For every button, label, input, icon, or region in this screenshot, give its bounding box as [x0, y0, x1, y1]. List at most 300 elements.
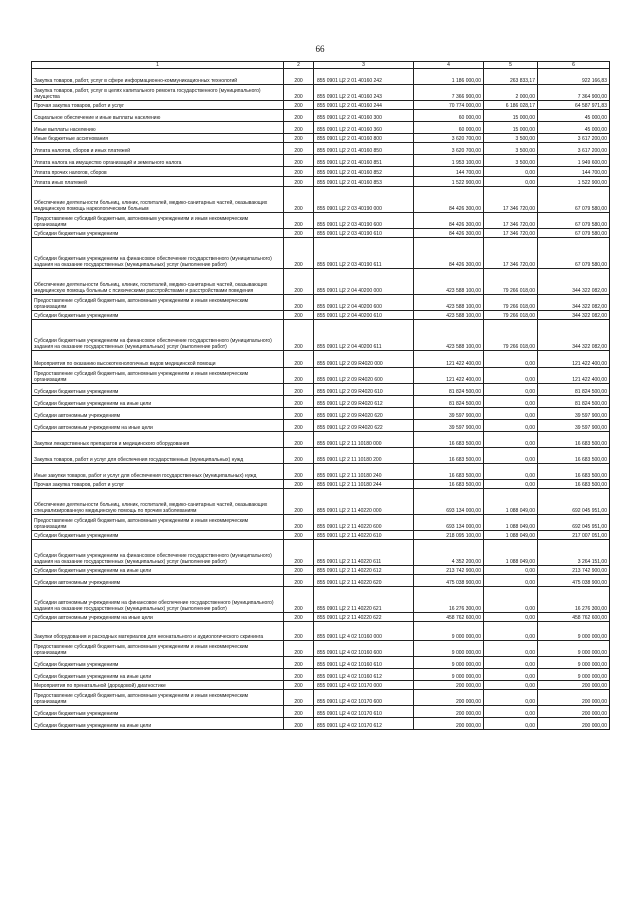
row-code-cell: 200 [284, 540, 314, 566]
row-exec-cell: 0,00 [484, 368, 538, 384]
row-kbk-cell: 855 0901 Ц2 2 01 40160 300 [314, 110, 414, 122]
row-exec-cell: 263 833,17 [484, 69, 538, 85]
table-row [32, 448, 610, 464]
row-name-cell: Закупки оборудования и расходных материалов для неонатального и аудиологического скрининга [32, 622, 284, 641]
table-row [32, 540, 610, 566]
row-name-cell: Субсидии бюджетным учреждениям [32, 706, 284, 718]
row-kbk-cell: 855 0901 Ц2 2 11 10180 244 [314, 480, 414, 489]
row-plan-cell: 693 134 000,00 [414, 515, 484, 531]
table-row [32, 681, 610, 690]
row-exec-cell: 79 266 018,00 [484, 269, 538, 295]
row-kbk-cell: 855 0901 Ц2 2 09 R4020 600 [314, 368, 414, 384]
row-rest-cell: 81 824 500,00 [538, 396, 610, 408]
row-code-cell: 200 [284, 155, 314, 167]
table-row [32, 613, 610, 622]
row-kbk-cell: 855 0901 Ц2 2 01 40160 852 [314, 167, 414, 177]
row-code-cell: 200 [284, 706, 314, 718]
row-kbk-cell: 855 0901 Ц2 2 09 R4020 612 [314, 396, 414, 408]
row-rest-cell: 45 000,00 [538, 122, 610, 134]
row-code-cell: 200 [284, 420, 314, 432]
row-name-cell: Предоставление субсидий бюджетным, автономным учреждениям и иным некоммерческим организациям [32, 295, 284, 311]
row-kbk-cell: 855 0901 Ц2 2 01 40160 360 [314, 122, 414, 134]
row-kbk-cell: 855 0901 Ц2 2 11 10180 000 [314, 432, 414, 448]
row-exec-cell: 0,00 [484, 432, 538, 448]
row-exec-cell: 17 346 720,00 [484, 213, 538, 229]
row-kbk-cell: 855 0901 Ц2 2 04 40200 000 [314, 269, 414, 295]
row-code-cell: 200 [284, 448, 314, 464]
row-rest-cell: 475 038 900,00 [538, 575, 610, 587]
row-kbk-cell: 855 0901 Ц2 2 01 40160 800 [314, 134, 414, 143]
row-name-cell: Прочая закупка товаров, работ и услуг [32, 101, 284, 110]
row-exec-cell: 0,00 [484, 622, 538, 641]
row-code-cell: 200 [284, 641, 314, 657]
row-rest-cell: 3 617 200,00 [538, 143, 610, 155]
row-plan-cell: 9 000 000,00 [414, 622, 484, 641]
row-plan-cell: 81 824 500,00 [414, 384, 484, 396]
column-header: 3 [314, 62, 414, 69]
row-code-cell: 200 [284, 464, 314, 480]
row-plan-cell: 693 134 000,00 [414, 489, 484, 515]
table-row [32, 566, 610, 575]
table-row [32, 420, 610, 432]
row-plan-cell: 84 426 300,00 [414, 229, 484, 238]
row-code-cell: 200 [284, 143, 314, 155]
row-exec-cell: 3 500,00 [484, 155, 538, 167]
row-rest-cell: 9 000 000,00 [538, 669, 610, 681]
row-exec-cell: 15 000,00 [484, 110, 538, 122]
row-name-cell: Субсидии бюджетным учреждениям на иные цели [32, 396, 284, 408]
row-exec-cell: 1 088 049,00 [484, 489, 538, 515]
row-exec-cell: 0,00 [484, 681, 538, 690]
row-exec-cell: 0,00 [484, 167, 538, 177]
row-plan-cell: 423 588 100,00 [414, 311, 484, 320]
row-plan-cell: 200 000,00 [414, 690, 484, 706]
table-row [32, 718, 610, 730]
row-rest-cell: 9 000 000,00 [538, 622, 610, 641]
row-kbk-cell: 855 0901 Ц2 2 09 R4020 610 [314, 384, 414, 396]
row-exec-cell: 0,00 [484, 384, 538, 396]
row-kbk-cell: 855 0901 Ц2 2 01 40160 853 [314, 177, 414, 187]
row-rest-cell: 344 322 082,00 [538, 269, 610, 295]
row-name-cell: Уплата иных платежей [32, 177, 284, 187]
table-row [32, 122, 610, 134]
row-code-cell: 200 [284, 320, 314, 351]
row-code-cell: 200 [284, 134, 314, 143]
table-row [32, 101, 610, 110]
row-rest-cell: 922 166,83 [538, 69, 610, 85]
row-code-cell: 200 [284, 110, 314, 122]
row-rest-cell: 9 000 000,00 [538, 641, 610, 657]
row-exec-cell: 17 346 720,00 [484, 238, 538, 269]
row-code-cell: 200 [284, 718, 314, 730]
row-rest-cell: 3 264 151,00 [538, 540, 610, 566]
table-row [32, 187, 610, 213]
table-row [32, 396, 610, 408]
row-name-cell: Предоставление субсидий бюджетным, автономным учреждениям и иным некоммерческим организациям [32, 515, 284, 531]
row-rest-cell: 39 597 900,00 [538, 408, 610, 420]
row-exec-cell: 0,00 [484, 641, 538, 657]
row-exec-cell: 0,00 [484, 575, 538, 587]
table-row [32, 110, 610, 122]
row-exec-cell: 0,00 [484, 464, 538, 480]
row-kbk-cell: 855 0901 Ц2 2 03 40190 000 [314, 187, 414, 213]
table-row [32, 690, 610, 706]
row-code-cell: 200 [284, 269, 314, 295]
row-exec-cell: 79 266 018,00 [484, 320, 538, 351]
row-exec-cell: 0,00 [484, 408, 538, 420]
row-name-cell: Уплата налога на имущество организаций и земельного налога [32, 155, 284, 167]
row-code-cell: 200 [284, 69, 314, 85]
table-row [32, 480, 610, 489]
row-code-cell: 200 [284, 85, 314, 101]
row-rest-cell: 67 079 580,00 [538, 238, 610, 269]
column-header: 1 [32, 62, 284, 69]
row-code-cell: 200 [284, 351, 314, 368]
column-header: 5 [484, 62, 538, 69]
row-name-cell: Иные закупки товаров, работ и услуг для обеспечения государственных (муниципальных) нужд [32, 464, 284, 480]
row-name-cell: Предоставление субсидий бюджетным, автономным учреждениям и иным некоммерческим организациям [32, 368, 284, 384]
row-plan-cell: 121 422 400,00 [414, 351, 484, 368]
row-rest-cell: 16 276 300,00 [538, 587, 610, 613]
row-name-cell: Мероприятия по оказанию высокотехнологичных видов медицинской помощи [32, 351, 284, 368]
row-rest-cell: 200 000,00 [538, 690, 610, 706]
row-kbk-cell: 855 0901 Ц2 4 02 10170 000 [314, 681, 414, 690]
row-kbk-cell: 855 0901 Ц2 2 11 10180 200 [314, 448, 414, 464]
row-rest-cell: 200 000,00 [538, 706, 610, 718]
table-row [32, 69, 610, 85]
row-plan-cell: 16 683 500,00 [414, 432, 484, 448]
row-plan-cell: 213 742 900,00 [414, 566, 484, 575]
row-exec-cell: 0,00 [484, 480, 538, 489]
row-kbk-cell: 855 0901 Ц2 2 01 40160 243 [314, 85, 414, 101]
row-code-cell: 200 [284, 229, 314, 238]
table-row [32, 213, 610, 229]
table-row [32, 85, 610, 101]
row-exec-cell: 1 088 049,00 [484, 515, 538, 531]
row-exec-cell: 3 500,00 [484, 143, 538, 155]
row-name-cell: Субсидии бюджетным учреждениям [32, 657, 284, 669]
row-code-cell: 200 [284, 384, 314, 396]
table-row [32, 143, 610, 155]
table-row [32, 134, 610, 143]
row-plan-cell: 70 774 000,00 [414, 101, 484, 110]
row-rest-cell: 67 079 580,00 [538, 213, 610, 229]
row-kbk-cell: 855 0901 Ц2 2 11 40220 600 [314, 515, 414, 531]
row-name-cell: Субсидии автономным учреждениям на иные цели [32, 613, 284, 622]
row-name-cell: Субсидии автономным учреждениям на финансовое обеспечение государственного (муниципального) задания на оказание государственных (муниципальных) услуг (выполнение работ) [32, 587, 284, 613]
row-exec-cell: 79 266 018,00 [484, 295, 538, 311]
table-row [32, 167, 610, 177]
row-plan-cell: 423 588 100,00 [414, 320, 484, 351]
row-exec-cell: 1 088 049,00 [484, 531, 538, 540]
row-name-cell: Закупка товаров, работ, услуг в целях капитального ремонта государственного (муниципального) имущества [32, 85, 284, 101]
row-name-cell: Субсидии бюджетным учреждениям на иные цели [32, 669, 284, 681]
table-row [32, 368, 610, 384]
row-plan-cell: 121 422 400,00 [414, 368, 484, 384]
table-row [32, 408, 610, 420]
row-code-cell: 200 [284, 101, 314, 110]
row-kbk-cell: 855 0901 Ц2 4 02 10170 600 [314, 690, 414, 706]
row-code-cell: 200 [284, 622, 314, 641]
row-rest-cell: 7 364 900,00 [538, 85, 610, 101]
page-number: 66 [315, 44, 325, 54]
row-kbk-cell: 855 0901 Ц2 2 11 40220 622 [314, 613, 414, 622]
row-rest-cell: 692 045 951,00 [538, 489, 610, 515]
row-code-cell: 200 [284, 368, 314, 384]
row-rest-cell: 1 949 600,00 [538, 155, 610, 167]
row-name-cell: Субсидии бюджетным учреждениям [32, 311, 284, 320]
row-code-cell: 200 [284, 122, 314, 134]
table-row [32, 155, 610, 167]
row-name-cell: Обеспечение деятельности больниц, клиник, госпиталей, медико-санитарных частей, оказывающих медицинскую помощь больным с психическими расстройствами и расстройствами поведения [32, 269, 284, 295]
row-rest-cell: 200 000,00 [538, 681, 610, 690]
table-row [32, 229, 610, 238]
row-rest-cell: 81 824 500,00 [538, 384, 610, 396]
row-code-cell: 200 [284, 187, 314, 213]
row-exec-cell: 79 266 018,00 [484, 311, 538, 320]
row-code-cell: 200 [284, 432, 314, 448]
row-name-cell: Иные бюджетные ассигнования [32, 134, 284, 143]
row-exec-cell: 0,00 [484, 718, 538, 730]
table-row [32, 669, 610, 681]
row-plan-cell: 9 000 000,00 [414, 657, 484, 669]
row-kbk-cell: 855 0901 Ц2 2 04 40200 610 [314, 311, 414, 320]
column-header: 4 [414, 62, 484, 69]
row-kbk-cell: 855 0901 Ц2 4 02 10170 610 [314, 706, 414, 718]
row-code-cell: 200 [284, 690, 314, 706]
row-kbk-cell: 855 0901 Ц2 2 11 40220 000 [314, 489, 414, 515]
row-rest-cell: 67 079 580,00 [538, 187, 610, 213]
row-kbk-cell: 855 0901 Ц2 2 11 40220 621 [314, 587, 414, 613]
row-name-cell: Субсидии автономным учреждениям [32, 575, 284, 587]
row-kbk-cell: 855 0901 Ц2 2 11 40220 612 [314, 566, 414, 575]
row-code-cell: 200 [284, 587, 314, 613]
row-rest-cell: 692 045 951,00 [538, 515, 610, 531]
row-exec-cell: 0,00 [484, 657, 538, 669]
table-row [32, 587, 610, 613]
row-name-cell: Уплата прочих налогов, сборов [32, 167, 284, 177]
row-plan-cell: 1 522 900,00 [414, 177, 484, 187]
column-header: 6 [538, 62, 610, 69]
row-rest-cell: 1 522 900,00 [538, 177, 610, 187]
row-exec-cell: 0,00 [484, 420, 538, 432]
row-name-cell: Обеспечение деятельности больниц, клиник, госпиталей, медико-санитарных частей, оказывающих специализированную медицинскую помощь по прочим заболеваниям [32, 489, 284, 515]
row-name-cell: Предоставление субсидий бюджетным, автономным учреждениям и иным некоммерческим организациям [32, 641, 284, 657]
row-plan-cell: 16 276 300,00 [414, 587, 484, 613]
row-name-cell: Предоставление субсидий бюджетным, автономным учреждениям и иным некоммерческим организациям [32, 690, 284, 706]
row-name-cell: Субсидии автономным учреждениям [32, 408, 284, 420]
row-name-cell: Субсидии бюджетным учреждениям на иные цели [32, 718, 284, 730]
row-code-cell: 200 [284, 657, 314, 669]
row-plan-cell: 60 000,00 [414, 122, 484, 134]
row-rest-cell: 64 587 971,83 [538, 101, 610, 110]
row-plan-cell: 423 588 100,00 [414, 295, 484, 311]
row-kbk-cell: 855 0901 Ц2 4 02 10160 610 [314, 657, 414, 669]
row-plan-cell: 84 426 300,00 [414, 213, 484, 229]
row-plan-cell: 4 352 200,00 [414, 540, 484, 566]
row-kbk-cell: 855 0901 Ц2 2 09 R4020 622 [314, 420, 414, 432]
table-row [32, 657, 610, 669]
row-code-cell: 200 [284, 489, 314, 515]
row-name-cell: Уплата налогов, сборов и иных платежей [32, 143, 284, 155]
row-code-cell: 200 [284, 177, 314, 187]
table-row [32, 295, 610, 311]
row-name-cell: Иные выплаты населению [32, 122, 284, 134]
row-exec-cell: 0,00 [484, 396, 538, 408]
row-kbk-cell: 855 0901 Ц2 2 09 R4020 620 [314, 408, 414, 420]
row-name-cell: Закупка товаров, работ и услуг для обеспечения государственных (муниципальных) нужд [32, 448, 284, 464]
row-rest-cell: 16 683 500,00 [538, 464, 610, 480]
row-kbk-cell: 855 0901 Ц2 2 01 40160 851 [314, 155, 414, 167]
row-name-cell: Прочая закупка товаров, работ и услуг [32, 480, 284, 489]
row-kbk-cell: 855 0901 Ц2 4 02 10160 000 [314, 622, 414, 641]
row-name-cell: Субсидии бюджетным учреждениям на иные цели [32, 566, 284, 575]
row-name-cell: Закупка товаров, работ, услуг в сфере информационно-коммуникационных технологий [32, 69, 284, 85]
row-exec-cell: 0,00 [484, 448, 538, 464]
row-kbk-cell: 855 0901 Ц2 2 01 40160 242 [314, 69, 414, 85]
row-name-cell: Обеспечение деятельности больниц, клиник, госпиталей, медико-санитарных частей, оказывающих медицинскую помощь наркологическим больным [32, 187, 284, 213]
row-plan-cell: 1 953 100,00 [414, 155, 484, 167]
row-exec-cell: 0,00 [484, 177, 538, 187]
row-code-cell: 200 [284, 613, 314, 622]
row-kbk-cell: 855 0901 Ц2 2 11 40220 610 [314, 531, 414, 540]
row-kbk-cell: 855 0901 Ц2 4 02 10170 612 [314, 718, 414, 730]
row-name-cell: Субсидии бюджетным учреждениям [32, 531, 284, 540]
row-kbk-cell: 855 0901 Ц2 2 11 40220 620 [314, 575, 414, 587]
row-code-cell: 200 [284, 515, 314, 531]
row-name-cell: Мероприятия по пренатальной (дородовой) диагностике [32, 681, 284, 690]
row-rest-cell: 144 700,00 [538, 167, 610, 177]
row-name-cell: Субсидии автономным учреждениям на иные цели [32, 420, 284, 432]
row-code-cell: 200 [284, 396, 314, 408]
row-rest-cell: 344 322 082,00 [538, 320, 610, 351]
row-exec-cell: 0,00 [484, 613, 538, 622]
row-kbk-cell: 855 0901 Ц2 2 01 40160 244 [314, 101, 414, 110]
row-code-cell: 200 [284, 167, 314, 177]
row-code-cell: 200 [284, 408, 314, 420]
row-code-cell: 200 [284, 295, 314, 311]
row-name-cell: Субсидии бюджетным учреждениям [32, 384, 284, 396]
row-exec-cell: 0,00 [484, 351, 538, 368]
table-row [32, 311, 610, 320]
table-row [32, 706, 610, 718]
row-exec-cell: 6 186 028,17 [484, 101, 538, 110]
table-row [32, 622, 610, 641]
row-plan-cell: 16 683 500,00 [414, 480, 484, 489]
row-rest-cell: 344 322 082,00 [538, 311, 610, 320]
row-plan-cell: 1 186 000,00 [414, 69, 484, 85]
row-plan-cell: 7 366 900,00 [414, 85, 484, 101]
row-kbk-cell: 855 0901 Ц2 2 09 R4020 000 [314, 351, 414, 368]
row-code-cell: 200 [284, 566, 314, 575]
table-header-row [32, 62, 610, 69]
row-code-cell: 200 [284, 213, 314, 229]
row-exec-cell: 0,00 [484, 706, 538, 718]
row-kbk-cell: 855 0901 Ц2 2 03 40190 610 [314, 229, 414, 238]
table-row [32, 515, 610, 531]
row-exec-cell: 15 000,00 [484, 122, 538, 134]
row-plan-cell: 84 426 300,00 [414, 238, 484, 269]
row-name-cell: Субсидии бюджетным учреждениям на финансовое обеспечение государственного (муниципального) задания на оказание государственных (муниципальных) услуг (выполнение работ) [32, 238, 284, 269]
row-rest-cell: 344 322 082,00 [538, 295, 610, 311]
table-row [32, 641, 610, 657]
row-plan-cell: 9 000 000,00 [414, 641, 484, 657]
row-kbk-cell: 855 0901 Ц2 4 02 10160 612 [314, 669, 414, 681]
row-plan-cell: 200 000,00 [414, 681, 484, 690]
row-exec-cell: 0,00 [484, 669, 538, 681]
table-row [32, 531, 610, 540]
row-plan-cell: 84 426 300,00 [414, 187, 484, 213]
row-exec-cell: 2 000,00 [484, 85, 538, 101]
table-row [32, 320, 610, 351]
row-rest-cell: 458 762 600,00 [538, 613, 610, 622]
row-kbk-cell: 855 0901 Ц2 2 04 40200 611 [314, 320, 414, 351]
row-kbk-cell: 855 0901 Ц2 4 02 10160 600 [314, 641, 414, 657]
row-plan-cell: 3 620 700,00 [414, 134, 484, 143]
row-plan-cell: 144 700,00 [414, 167, 484, 177]
row-code-cell: 200 [284, 681, 314, 690]
row-plan-cell: 16 683 500,00 [414, 448, 484, 464]
row-code-cell: 200 [284, 311, 314, 320]
row-plan-cell: 16 683 500,00 [414, 464, 484, 480]
row-code-cell: 200 [284, 669, 314, 681]
row-exec-cell: 0,00 [484, 690, 538, 706]
row-exec-cell: 17 346 720,00 [484, 229, 538, 238]
row-rest-cell: 200 000,00 [538, 718, 610, 730]
table-row [32, 177, 610, 187]
table-row [32, 464, 610, 480]
row-exec-cell: 1 088 049,00 [484, 540, 538, 566]
row-code-cell: 200 [284, 480, 314, 489]
table-row [32, 351, 610, 368]
row-plan-cell: 39 597 900,00 [414, 408, 484, 420]
row-plan-cell: 458 762 600,00 [414, 613, 484, 622]
row-rest-cell: 16 683 500,00 [538, 480, 610, 489]
row-plan-cell: 39 597 900,00 [414, 420, 484, 432]
row-kbk-cell: 855 0901 Ц2 2 11 40220 611 [314, 540, 414, 566]
row-rest-cell: 121 422 400,00 [538, 368, 610, 384]
row-rest-cell: 45 000,00 [538, 110, 610, 122]
row-name-cell: Субсидии бюджетным учреждениям на финансовое обеспечение государственного (муниципального) задания на оказание государственных (муниципальных) услуг (выполнение работ) [32, 540, 284, 566]
row-name-cell: Субсидии бюджетным учреждениям на финансовое обеспечение государственного (муниципального) задания на оказание государственных (муниципальных) услуг (выполнение работ) [32, 320, 284, 351]
row-exec-cell: 0,00 [484, 587, 538, 613]
row-exec-cell: 3 500,00 [484, 134, 538, 143]
row-rest-cell: 67 079 580,00 [538, 229, 610, 238]
row-plan-cell: 3 620 700,00 [414, 143, 484, 155]
row-plan-cell: 200 000,00 [414, 706, 484, 718]
row-rest-cell: 217 007 051,00 [538, 531, 610, 540]
table-row [32, 384, 610, 396]
row-code-cell: 200 [284, 238, 314, 269]
row-name-cell: Закупки лекарственных препаратов и медицинского оборудования [32, 432, 284, 448]
budget-table [31, 61, 610, 730]
column-header: 2 [284, 62, 314, 69]
row-plan-cell: 200 000,00 [414, 718, 484, 730]
row-kbk-cell: 855 0901 Ц2 2 11 10180 240 [314, 464, 414, 480]
row-rest-cell: 16 683 500,00 [538, 432, 610, 448]
row-plan-cell: 9 000 000,00 [414, 669, 484, 681]
row-code-cell: 200 [284, 575, 314, 587]
row-kbk-cell: 855 0901 Ц2 2 03 40190 600 [314, 213, 414, 229]
row-rest-cell: 3 617 200,00 [538, 134, 610, 143]
table-row [32, 489, 610, 515]
table-row [32, 575, 610, 587]
row-plan-cell: 423 588 100,00 [414, 269, 484, 295]
row-kbk-cell: 855 0901 Ц2 2 04 40200 600 [314, 295, 414, 311]
row-name-cell: Социальное обеспечение и иные выплаты населению [32, 110, 284, 122]
row-plan-cell: 60 000,00 [414, 110, 484, 122]
row-plan-cell: 81 824 500,00 [414, 396, 484, 408]
